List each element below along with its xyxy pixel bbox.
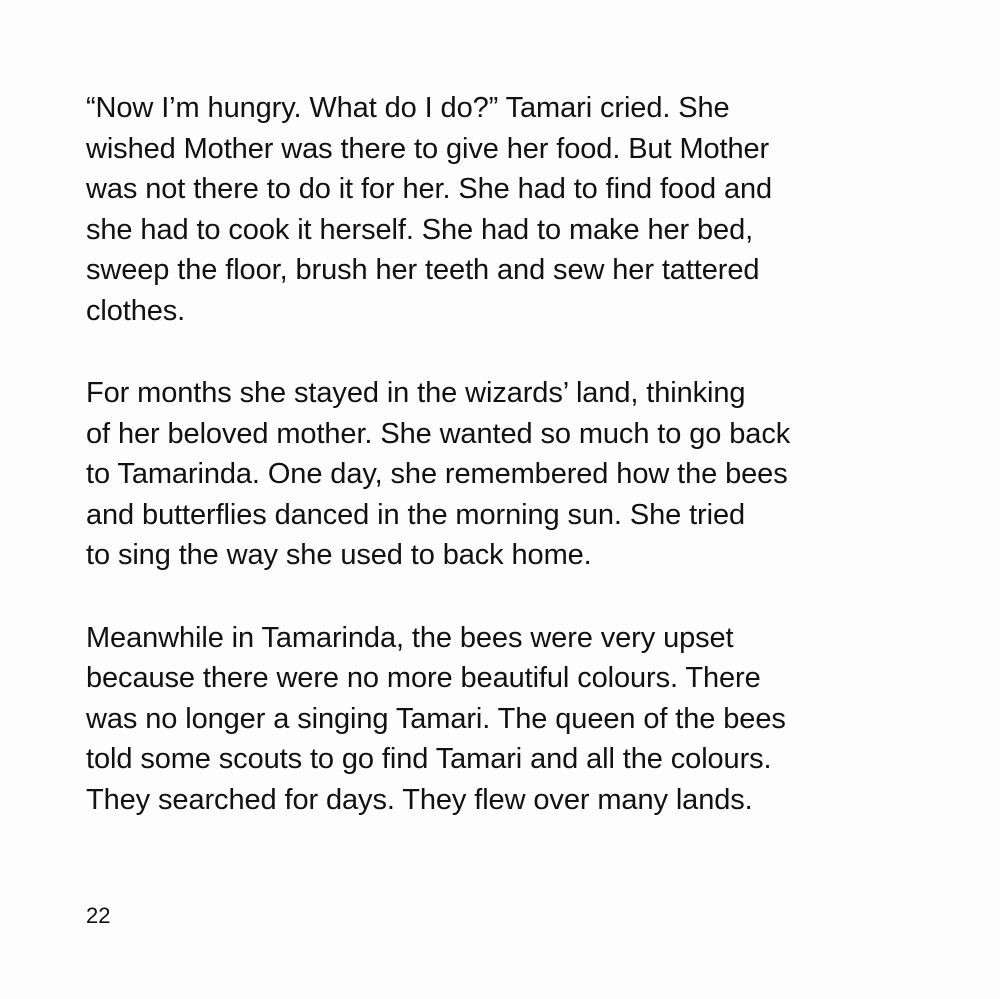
- text-line: sweep the floor, brush her teeth and sew her tattered: [86, 254, 760, 286]
- text-line: and butterflies danced in the morning sun. She tried: [86, 498, 745, 531]
- page-number: 22: [86, 903, 111, 928]
- text-line: to Tamarinda. One day, she remembered how the bees: [86, 458, 788, 490]
- text-line: “Now I’m hungry. What do I do?” Tamari cried. She: [86, 92, 730, 124]
- text-line: They searched for days. They flew over many lands.: [86, 783, 753, 816]
- paragraph-1: [86, 88, 966, 331]
- text-line: Meanwhile in Tamarinda, the bees were very upset: [86, 621, 734, 654]
- text-line: she had to cook it herself. She had to make her bed,: [86, 213, 754, 246]
- story-text: [86, 88, 966, 862]
- paragraph-3: [86, 618, 966, 821]
- text-line: was no longer a singing Tamari. The queen of the bees: [86, 702, 786, 735]
- text-line: clothes.: [86, 294, 186, 327]
- text-line: to sing the way she used to back home.: [86, 539, 592, 571]
- text-line: of her beloved mother. She wanted so much to go back: [86, 417, 791, 450]
- text-line: wished Mother was there to give her food. But Mother: [86, 132, 770, 165]
- text-line: For months she stayed in the wizards’ land, thinking: [86, 377, 746, 409]
- paragraph-2: [86, 373, 966, 576]
- text-line: was not there to do it for her. She had to find food and: [86, 173, 773, 205]
- text-line: because there were no more beautiful colours. There: [86, 662, 761, 694]
- text-line: told some scouts to go find Tamari and all the colours.: [86, 743, 772, 775]
